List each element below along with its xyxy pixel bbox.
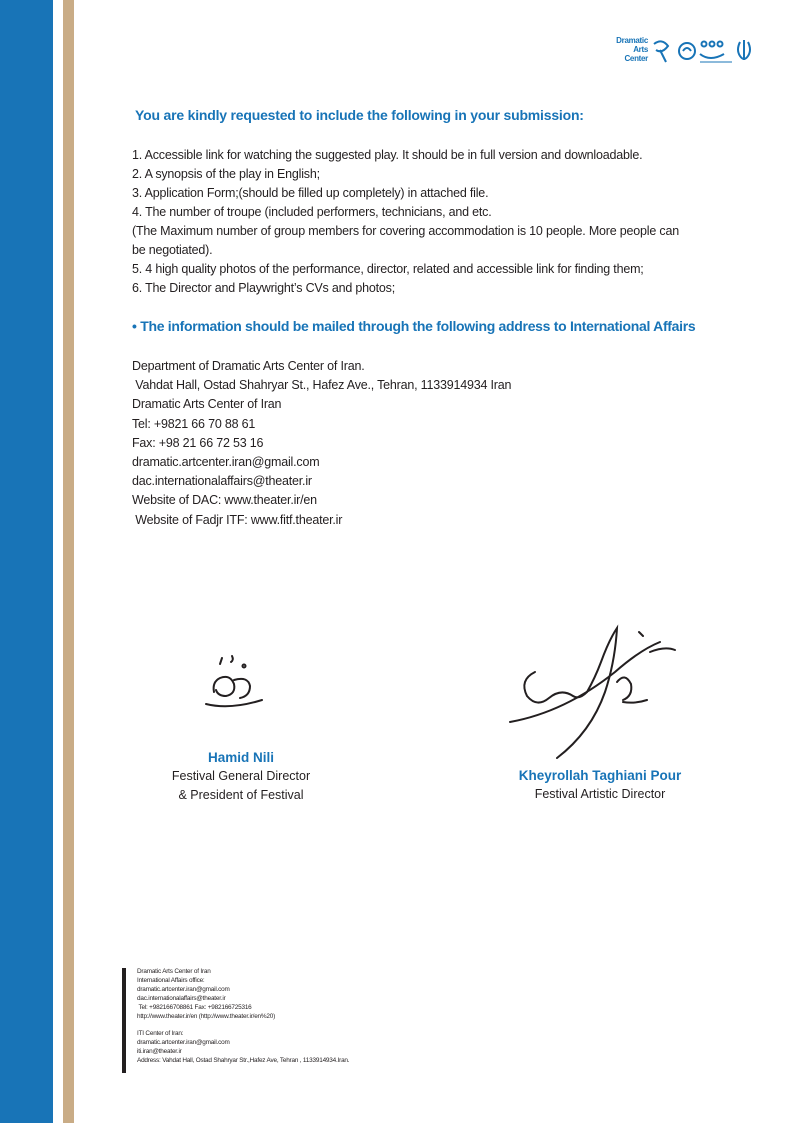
signer2-title: Festival Artistic Director — [534, 787, 666, 801]
footer-contact-block — [122, 968, 422, 1073]
submission-heading: You are kindly requested to include the following in your submission: — [135, 107, 584, 123]
footer-rule — [122, 968, 126, 1073]
requirement-item: 2. A synopsis of the play in English; — [132, 167, 320, 181]
signer1-name: Hamid Nili — [207, 750, 274, 765]
logo-line-2: Arts — [633, 45, 648, 54]
requirement-note: (The Maximum number of group members for covering accommodation is 10 people. More people can be negotiated). — [132, 224, 679, 257]
signer1-title: Festival General Director — [171, 769, 311, 783]
address-department: Department of Dramatic Arts Center of Iran. — [132, 359, 365, 373]
footer-line: dramatic.artcenter.iran@gmail.com — [137, 985, 230, 993]
logo-line-3: Center — [624, 54, 648, 63]
address-website-fitf[interactable]: Website of Fadjr ITF: www.fitf.theater.ir — [132, 512, 343, 527]
footer-line: http://www.theater.ir/en (http://www.theater.ir/en%20) — [137, 1012, 276, 1020]
logo-line-1: Dramatic — [616, 36, 648, 45]
contact-address-block — [132, 357, 511, 530]
address-website-dac[interactable]: Website of DAC: www.theater.ir/en — [132, 493, 317, 508]
requirement-item: 1. Accessible link for watching the suggested play. It should be in full version and downloadable. — [132, 148, 643, 162]
footer-line: dramatic.artcenter.iran@gmail.com — [137, 1039, 230, 1047]
left-blue-border-bar — [0, 0, 53, 1123]
address-email-gmail[interactable]: dramatic.artcenter.iran@gmail.com — [132, 455, 320, 470]
signature-hamid-nili-icon — [200, 652, 270, 712]
signer1-title-2: & President of Festival — [178, 788, 304, 802]
signer-taghiani-pour — [490, 766, 710, 804]
address-fax: Fax: +98 21 66 72 53 16 — [132, 435, 264, 450]
logo-emblems-icon — [652, 36, 760, 70]
signer-hamid-nili — [151, 748, 331, 805]
requirement-item: 4. The number of troupe (included performers, technicians, and etc. — [132, 205, 492, 219]
footer-line — [137, 1021, 349, 1030]
requirement-item: 3. Application Form;(should be filled up completely) in attached file. — [132, 186, 489, 200]
footer-line: iti.iran@theater.ir — [137, 1048, 182, 1056]
header-logo — [592, 36, 760, 70]
mailing-heading: • The information should be mailed through the following address to International Affairs — [132, 318, 696, 334]
footer-text — [137, 968, 349, 1066]
signer2-name: Kheyrollah Taghiani Pour — [518, 768, 682, 783]
footer-line: Address: Vahdat Hall, Ostad Shahryar Str.,Hafez Ave, Tehran , 1133914934.Iran. — [137, 1057, 350, 1065]
left-gold-border-bar — [63, 0, 74, 1123]
footer-line: dac.internationalaffairs@theater.ir — [137, 994, 226, 1002]
address-organization: Dramatic Arts Center of Iran — [132, 397, 282, 412]
footer-line: ITI Center of Iran: — [137, 1030, 184, 1038]
logo-wordmark — [592, 36, 648, 63]
address-street: Vahdat Hall, Ostad Shahryar St., Hafez Ave., Tehran, 1133914934 Iran — [132, 378, 512, 393]
requirement-item: 5. 4 high quality photos of the performance, director, related and accessible link for finding them; — [132, 262, 644, 276]
address-email-intl-affairs[interactable]: dac.internationalaffairs@theater.ir — [132, 474, 312, 489]
address-tel: Tel: +9821 66 70 88 61 — [132, 416, 256, 431]
footer-line: International Affairs office: — [137, 976, 205, 984]
footer-line: Tel: +982166708861 Fax: +982166725316 — [137, 1003, 252, 1011]
signature-taghiani-pour-icon — [505, 622, 685, 762]
requirements-list — [132, 146, 692, 298]
footer-line: Dramatic Arts Center of Iran — [137, 968, 211, 975]
requirement-item: 6. The Director and Playwright’s CVs and photos; — [132, 281, 395, 295]
